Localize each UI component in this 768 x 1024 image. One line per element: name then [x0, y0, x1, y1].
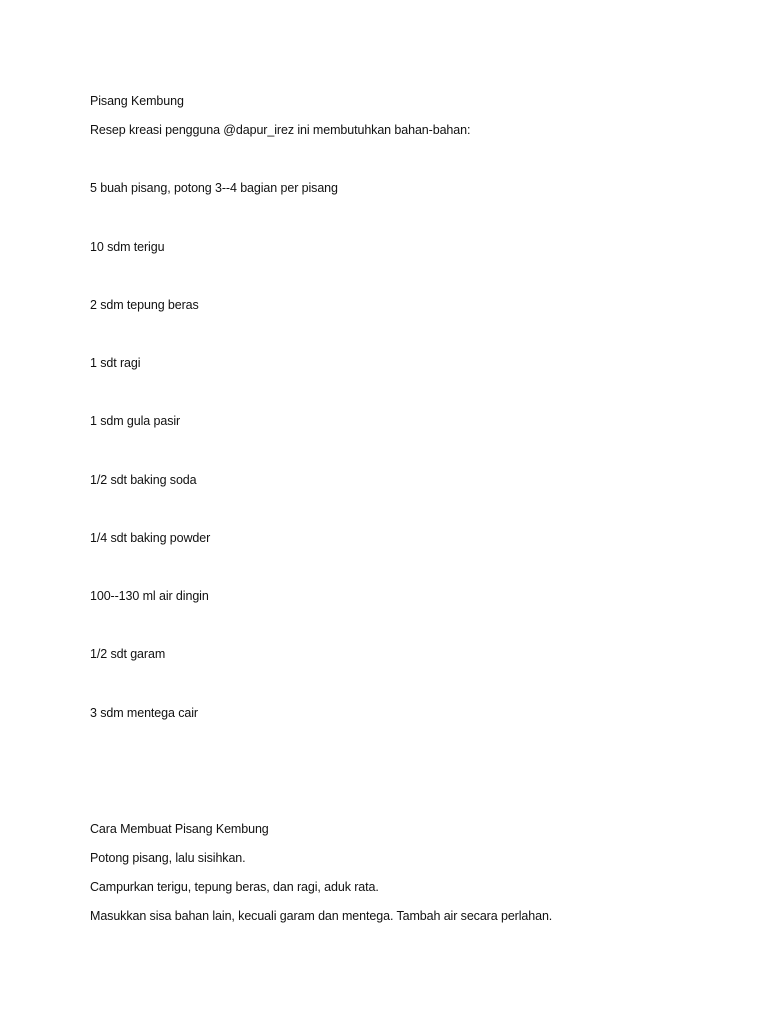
ingredient-item: 1/2 sdt baking soda	[90, 473, 197, 487]
ingredient-item: 1/2 sdt garam	[90, 647, 166, 661]
method-step: Masukkan sisa bahan lain, kecuali garam dan mentega. Tambah air secara perlahan.	[90, 909, 553, 923]
method-heading: Cara Membuat Pisang Kembung	[90, 822, 269, 836]
ingredient-item: 3 sdm mentega cair	[90, 706, 198, 720]
document-title: Pisang Kembung	[90, 94, 184, 108]
intro-text: Resep kreasi pengguna @dapur_irez ini membutuhkan bahan-bahan:	[90, 123, 471, 137]
ingredient-item: 1 sdm gula pasir	[90, 414, 181, 428]
ingredient-item: 1 sdt ragi	[90, 356, 141, 370]
method-step: Campurkan terigu, tepung beras, dan ragi, aduk rata.	[90, 880, 379, 894]
ingredient-item: 1/4 sdt baking powder	[90, 531, 211, 545]
method-step: Potong pisang, lalu sisihkan.	[90, 851, 246, 865]
ingredient-item: 10 sdm terigu	[90, 240, 165, 254]
ingredient-item: 5 buah pisang, potong 3--4 bagian per pisang	[90, 181, 338, 195]
ingredient-item: 100--130 ml air dingin	[90, 589, 209, 603]
ingredient-item: 2 sdm tepung beras	[90, 298, 199, 312]
